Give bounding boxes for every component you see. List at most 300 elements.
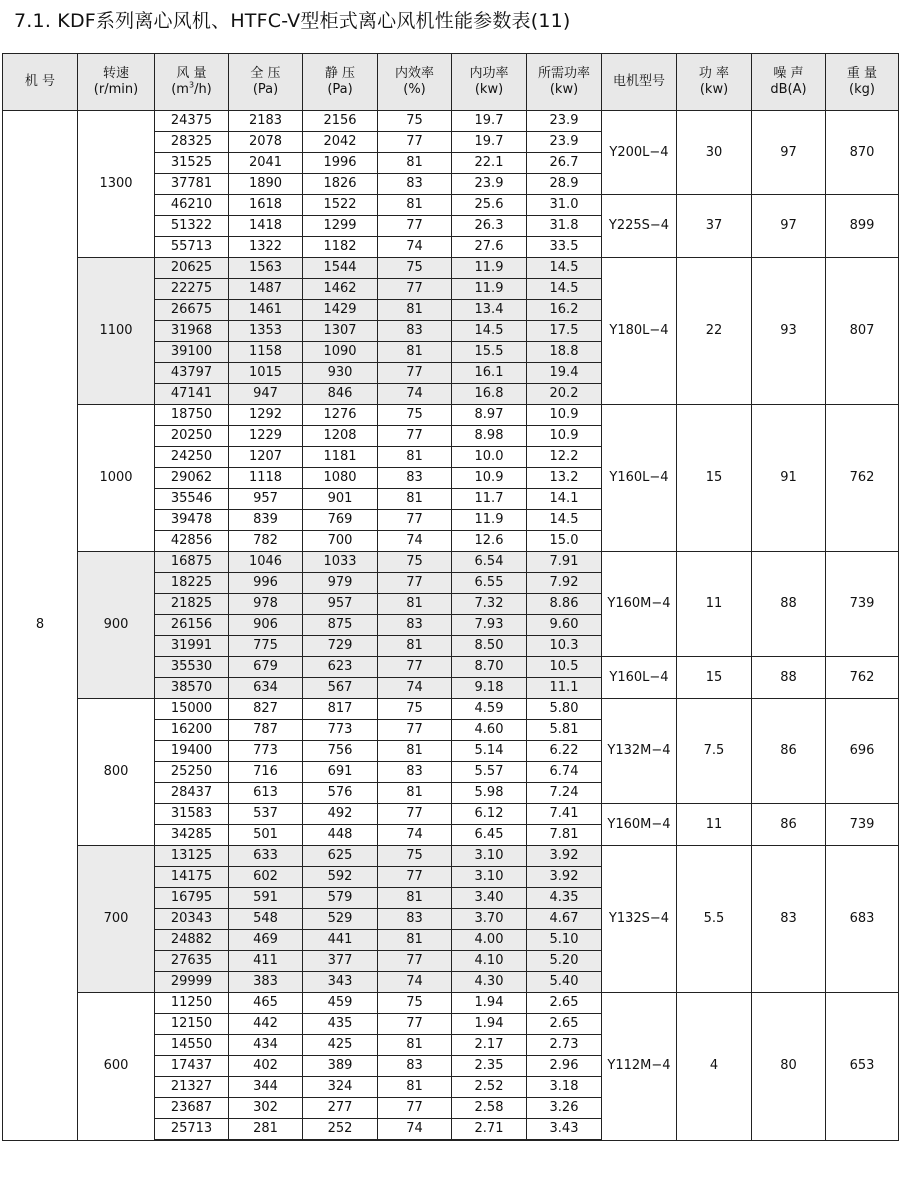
required-power: 7.92 [527, 573, 602, 594]
required-power: 14.5 [527, 258, 602, 279]
internal-efficiency: 81 [378, 447, 452, 468]
internal-power: 22.1 [452, 153, 527, 174]
total-pressure: 442 [229, 1014, 303, 1035]
total-pressure: 1015 [229, 363, 303, 384]
static-pressure: 875 [303, 615, 378, 636]
internal-efficiency: 75 [378, 699, 452, 720]
internal-power: 7.93 [452, 615, 527, 636]
internal-power: 6.12 [452, 804, 527, 825]
internal-power: 2.35 [452, 1056, 527, 1077]
airflow: 34285 [155, 825, 229, 846]
table-row [3, 699, 899, 720]
total-pressure: 1563 [229, 258, 303, 279]
required-power: 5.20 [527, 951, 602, 972]
internal-efficiency: 77 [378, 573, 452, 594]
airflow: 16200 [155, 720, 229, 741]
static-pressure: 567 [303, 678, 378, 699]
machine-number: 8 [3, 111, 78, 1141]
internal-power: 4.10 [452, 951, 527, 972]
motor-model: Y132S−4 [602, 846, 677, 993]
column-header-label: 静 压 [324, 66, 356, 81]
motor-power: 7.5 [677, 699, 752, 804]
internal-power: 19.7 [452, 132, 527, 153]
static-pressure: 1826 [303, 174, 378, 195]
internal-efficiency: 75 [378, 111, 452, 132]
column-header-unit-text: /h) [194, 82, 212, 97]
total-pressure: 827 [229, 699, 303, 720]
required-power: 11.1 [527, 678, 602, 699]
table-row [3, 258, 899, 279]
total-pressure: 591 [229, 888, 303, 909]
table-row [3, 111, 899, 132]
performance-table [2, 53, 899, 1141]
static-pressure: 324 [303, 1077, 378, 1098]
internal-efficiency: 81 [378, 930, 452, 951]
internal-efficiency: 75 [378, 258, 452, 279]
motor-model: Y160M−4 [602, 552, 677, 657]
airflow: 25713 [155, 1119, 229, 1141]
total-pressure: 613 [229, 783, 303, 804]
weight: 762 [826, 405, 899, 552]
rotation-speed: 900 [78, 552, 155, 699]
static-pressure: 930 [303, 363, 378, 384]
motor-model: Y132M−4 [602, 699, 677, 804]
airflow: 37781 [155, 174, 229, 195]
column-header-unit [826, 82, 898, 98]
noise-level: 88 [752, 657, 826, 699]
internal-power: 5.14 [452, 741, 527, 762]
static-pressure: 1208 [303, 426, 378, 447]
internal-efficiency: 77 [378, 720, 452, 741]
airflow: 19400 [155, 741, 229, 762]
internal-efficiency: 81 [378, 342, 452, 363]
column-header-unit [378, 82, 451, 98]
noise-level: 91 [752, 405, 826, 552]
weight: 739 [826, 804, 899, 846]
internal-efficiency: 74 [378, 237, 452, 258]
total-pressure: 775 [229, 636, 303, 657]
internal-power: 3.40 [452, 888, 527, 909]
column-header-label: 内功率 [469, 66, 509, 81]
column-header-unit [752, 82, 825, 98]
column-header-unit [303, 82, 377, 98]
internal-power: 6.55 [452, 573, 527, 594]
total-pressure: 281 [229, 1119, 303, 1141]
internal-efficiency: 77 [378, 363, 452, 384]
required-power: 31.0 [527, 195, 602, 216]
required-power: 23.9 [527, 111, 602, 132]
internal-power: 10.0 [452, 447, 527, 468]
weight: 653 [826, 993, 899, 1141]
required-power: 10.9 [527, 405, 602, 426]
internal-power: 4.60 [452, 720, 527, 741]
static-pressure: 625 [303, 846, 378, 867]
column-header-label: 内效率 [394, 66, 434, 81]
internal-efficiency: 77 [378, 804, 452, 825]
internal-efficiency: 77 [378, 510, 452, 531]
airflow: 31583 [155, 804, 229, 825]
motor-power: 5.5 [677, 846, 752, 993]
airflow: 21825 [155, 594, 229, 615]
internal-efficiency: 74 [378, 384, 452, 405]
total-pressure: 947 [229, 384, 303, 405]
static-pressure: 425 [303, 1035, 378, 1056]
airflow: 28437 [155, 783, 229, 804]
table-row [3, 993, 899, 1014]
column-header [527, 54, 602, 111]
column-header [677, 54, 752, 111]
internal-power: 27.6 [452, 237, 527, 258]
internal-power: 2.71 [452, 1119, 527, 1141]
required-power: 2.73 [527, 1035, 602, 1056]
required-power: 5.81 [527, 720, 602, 741]
airflow: 17437 [155, 1056, 229, 1077]
airflow: 14175 [155, 867, 229, 888]
airflow: 47141 [155, 384, 229, 405]
total-pressure: 501 [229, 825, 303, 846]
table-row [3, 552, 899, 573]
rotation-speed: 1100 [78, 258, 155, 405]
required-power: 23.9 [527, 132, 602, 153]
static-pressure: 1299 [303, 216, 378, 237]
required-power: 26.7 [527, 153, 602, 174]
total-pressure: 411 [229, 951, 303, 972]
column-header-label: 全 压 [250, 66, 281, 81]
required-power: 3.18 [527, 1077, 602, 1098]
static-pressure: 979 [303, 573, 378, 594]
static-pressure: 576 [303, 783, 378, 804]
airflow: 14550 [155, 1035, 229, 1056]
airflow: 29999 [155, 972, 229, 993]
required-power: 7.41 [527, 804, 602, 825]
internal-power: 12.6 [452, 531, 527, 552]
motor-model: Y112M−4 [602, 993, 677, 1141]
required-power: 10.9 [527, 426, 602, 447]
total-pressure: 2078 [229, 132, 303, 153]
static-pressure: 1090 [303, 342, 378, 363]
required-power: 33.5 [527, 237, 602, 258]
required-power: 7.24 [527, 783, 602, 804]
total-pressure: 1207 [229, 447, 303, 468]
static-pressure: 1462 [303, 279, 378, 300]
noise-level: 93 [752, 258, 826, 405]
noise-level: 97 [752, 111, 826, 195]
total-pressure: 402 [229, 1056, 303, 1077]
required-power: 5.40 [527, 972, 602, 993]
internal-efficiency: 75 [378, 405, 452, 426]
column-header [752, 54, 826, 111]
static-pressure: 1181 [303, 447, 378, 468]
internal-power: 23.9 [452, 174, 527, 195]
required-power: 9.60 [527, 615, 602, 636]
table-row [3, 846, 899, 867]
motor-model: Y160L−4 [602, 405, 677, 552]
column-header [452, 54, 527, 111]
internal-power: 11.9 [452, 258, 527, 279]
static-pressure: 2156 [303, 111, 378, 132]
static-pressure: 492 [303, 804, 378, 825]
internal-efficiency: 83 [378, 1056, 452, 1077]
internal-efficiency: 81 [378, 153, 452, 174]
column-header-label: 所需功率 [537, 66, 590, 81]
internal-efficiency: 81 [378, 1077, 452, 1098]
column-header-unit-text: (m [171, 82, 189, 97]
total-pressure: 1461 [229, 300, 303, 321]
internal-efficiency: 77 [378, 132, 452, 153]
total-pressure: 1322 [229, 237, 303, 258]
required-power: 16.2 [527, 300, 602, 321]
airflow: 22275 [155, 279, 229, 300]
internal-efficiency: 77 [378, 951, 452, 972]
internal-efficiency: 81 [378, 741, 452, 762]
internal-power: 6.54 [452, 552, 527, 573]
internal-power: 6.45 [452, 825, 527, 846]
internal-power: 14.5 [452, 321, 527, 342]
internal-power: 2.58 [452, 1098, 527, 1119]
internal-power: 10.9 [452, 468, 527, 489]
rotation-speed: 1000 [78, 405, 155, 552]
motor-model: Y160M−4 [602, 804, 677, 846]
required-power: 6.22 [527, 741, 602, 762]
column-header-unit-sup: 3 [188, 80, 195, 90]
required-power: 4.35 [527, 888, 602, 909]
noise-level: 86 [752, 699, 826, 804]
internal-power: 3.10 [452, 867, 527, 888]
total-pressure: 602 [229, 867, 303, 888]
total-pressure: 1046 [229, 552, 303, 573]
static-pressure: 448 [303, 825, 378, 846]
internal-power: 1.94 [452, 993, 527, 1014]
static-pressure: 1080 [303, 468, 378, 489]
column-header-label: 转速 [102, 66, 129, 81]
airflow: 51322 [155, 216, 229, 237]
internal-power: 3.10 [452, 846, 527, 867]
internal-power: 4.30 [452, 972, 527, 993]
column-header-unit-text: dB(A) [770, 82, 807, 97]
header-row [3, 54, 899, 111]
total-pressure: 787 [229, 720, 303, 741]
static-pressure: 441 [303, 930, 378, 951]
column-header-label: 机 号 [24, 74, 56, 89]
total-pressure: 1292 [229, 405, 303, 426]
airflow: 46210 [155, 195, 229, 216]
static-pressure: 1182 [303, 237, 378, 258]
column-header-unit-text: (kw) [699, 82, 729, 97]
internal-efficiency: 83 [378, 909, 452, 930]
column-header [78, 54, 155, 111]
airflow: 24375 [155, 111, 229, 132]
required-power: 3.26 [527, 1098, 602, 1119]
airflow: 42856 [155, 531, 229, 552]
column-header-unit-text: (kg) [849, 82, 875, 97]
weight: 696 [826, 699, 899, 804]
airflow: 27635 [155, 951, 229, 972]
total-pressure: 1118 [229, 468, 303, 489]
airflow: 39100 [155, 342, 229, 363]
total-pressure: 302 [229, 1098, 303, 1119]
internal-power: 16.1 [452, 363, 527, 384]
internal-power: 5.98 [452, 783, 527, 804]
airflow: 31991 [155, 636, 229, 657]
required-power: 6.74 [527, 762, 602, 783]
internal-power: 19.7 [452, 111, 527, 132]
static-pressure: 389 [303, 1056, 378, 1077]
static-pressure: 2042 [303, 132, 378, 153]
internal-efficiency: 74 [378, 1119, 452, 1141]
internal-power: 2.52 [452, 1077, 527, 1098]
static-pressure: 1276 [303, 405, 378, 426]
static-pressure: 700 [303, 531, 378, 552]
column-header-unit-text: (Pa) [252, 82, 279, 97]
total-pressure: 434 [229, 1035, 303, 1056]
total-pressure: 633 [229, 846, 303, 867]
internal-power: 5.57 [452, 762, 527, 783]
airflow: 11250 [155, 993, 229, 1014]
airflow: 39478 [155, 510, 229, 531]
airflow: 55713 [155, 237, 229, 258]
static-pressure: 592 [303, 867, 378, 888]
total-pressure: 957 [229, 489, 303, 510]
column-header [3, 54, 78, 111]
internal-efficiency: 77 [378, 216, 452, 237]
column-header-label: 功 率 [698, 66, 730, 81]
airflow: 16875 [155, 552, 229, 573]
column-header-unit-text: (Pa) [327, 82, 353, 97]
airflow: 15000 [155, 699, 229, 720]
airflow: 26675 [155, 300, 229, 321]
internal-efficiency: 77 [378, 1098, 452, 1119]
airflow: 35546 [155, 489, 229, 510]
column-header-unit-text: (kw) [474, 82, 504, 97]
internal-efficiency: 74 [378, 972, 452, 993]
internal-power: 9.18 [452, 678, 527, 699]
airflow: 31968 [155, 321, 229, 342]
weight: 870 [826, 111, 899, 195]
required-power: 28.9 [527, 174, 602, 195]
airflow: 13125 [155, 846, 229, 867]
airflow: 31525 [155, 153, 229, 174]
weight: 807 [826, 258, 899, 405]
internal-efficiency: 74 [378, 678, 452, 699]
total-pressure: 782 [229, 531, 303, 552]
table-row [3, 405, 899, 426]
internal-efficiency: 75 [378, 993, 452, 1014]
airflow: 23687 [155, 1098, 229, 1119]
required-power: 5.10 [527, 930, 602, 951]
static-pressure: 769 [303, 510, 378, 531]
column-header [378, 54, 452, 111]
internal-efficiency: 81 [378, 195, 452, 216]
rotation-speed: 800 [78, 699, 155, 846]
internal-efficiency: 77 [378, 867, 452, 888]
weight: 683 [826, 846, 899, 993]
column-header [602, 54, 677, 111]
airflow: 26156 [155, 615, 229, 636]
column-header [303, 54, 378, 111]
column-header-label: 重 量 [846, 66, 878, 81]
internal-power: 8.98 [452, 426, 527, 447]
airflow: 18750 [155, 405, 229, 426]
internal-efficiency: 77 [378, 426, 452, 447]
total-pressure: 996 [229, 573, 303, 594]
internal-efficiency: 83 [378, 468, 452, 489]
airflow: 29062 [155, 468, 229, 489]
total-pressure: 1229 [229, 426, 303, 447]
static-pressure: 529 [303, 909, 378, 930]
internal-power: 1.94 [452, 1014, 527, 1035]
noise-level: 97 [752, 195, 826, 258]
total-pressure: 1418 [229, 216, 303, 237]
internal-power: 11.9 [452, 279, 527, 300]
total-pressure: 1353 [229, 321, 303, 342]
motor-power: 4 [677, 993, 752, 1141]
internal-power: 7.32 [452, 594, 527, 615]
motor-model: Y180L−4 [602, 258, 677, 405]
total-pressure: 978 [229, 594, 303, 615]
internal-power: 25.6 [452, 195, 527, 216]
rotation-speed: 700 [78, 846, 155, 993]
page-title: 7.1. KDF系列离心风机、HTFC-V型柜式离心风机性能参数表(11) [14, 10, 571, 32]
required-power: 12.2 [527, 447, 602, 468]
airflow: 20343 [155, 909, 229, 930]
motor-power: 11 [677, 552, 752, 657]
static-pressure: 579 [303, 888, 378, 909]
column-header-label: 风 量 [176, 66, 207, 81]
column-header-unit [452, 82, 526, 98]
static-pressure: 729 [303, 636, 378, 657]
required-power: 18.8 [527, 342, 602, 363]
static-pressure: 901 [303, 489, 378, 510]
column-header-unit-text: (%) [403, 82, 426, 97]
required-power: 8.86 [527, 594, 602, 615]
total-pressure: 344 [229, 1077, 303, 1098]
internal-power: 13.4 [452, 300, 527, 321]
column-header [826, 54, 899, 111]
total-pressure: 773 [229, 741, 303, 762]
required-power: 3.92 [527, 846, 602, 867]
required-power: 2.96 [527, 1056, 602, 1077]
internal-efficiency: 75 [378, 846, 452, 867]
required-power: 2.65 [527, 993, 602, 1014]
airflow: 20250 [155, 426, 229, 447]
total-pressure: 2041 [229, 153, 303, 174]
column-header-label: 噪 声 [773, 66, 804, 81]
total-pressure: 1158 [229, 342, 303, 363]
internal-power: 4.59 [452, 699, 527, 720]
column-header-unit-text: (kw) [549, 82, 579, 97]
column-header-unit [78, 82, 154, 98]
static-pressure: 623 [303, 657, 378, 678]
static-pressure: 773 [303, 720, 378, 741]
column-header-unit [677, 82, 751, 98]
column-header [229, 54, 303, 111]
noise-level: 80 [752, 993, 826, 1141]
motor-power: 22 [677, 258, 752, 405]
noise-level: 88 [752, 552, 826, 657]
internal-efficiency: 81 [378, 636, 452, 657]
airflow: 25250 [155, 762, 229, 783]
airflow: 24250 [155, 447, 229, 468]
rotation-speed: 1300 [78, 111, 155, 258]
required-power: 3.92 [527, 867, 602, 888]
required-power: 10.5 [527, 657, 602, 678]
airflow: 35530 [155, 657, 229, 678]
internal-efficiency: 74 [378, 825, 452, 846]
noise-level: 86 [752, 804, 826, 846]
motor-power: 15 [677, 657, 752, 699]
static-pressure: 1033 [303, 552, 378, 573]
total-pressure: 537 [229, 804, 303, 825]
